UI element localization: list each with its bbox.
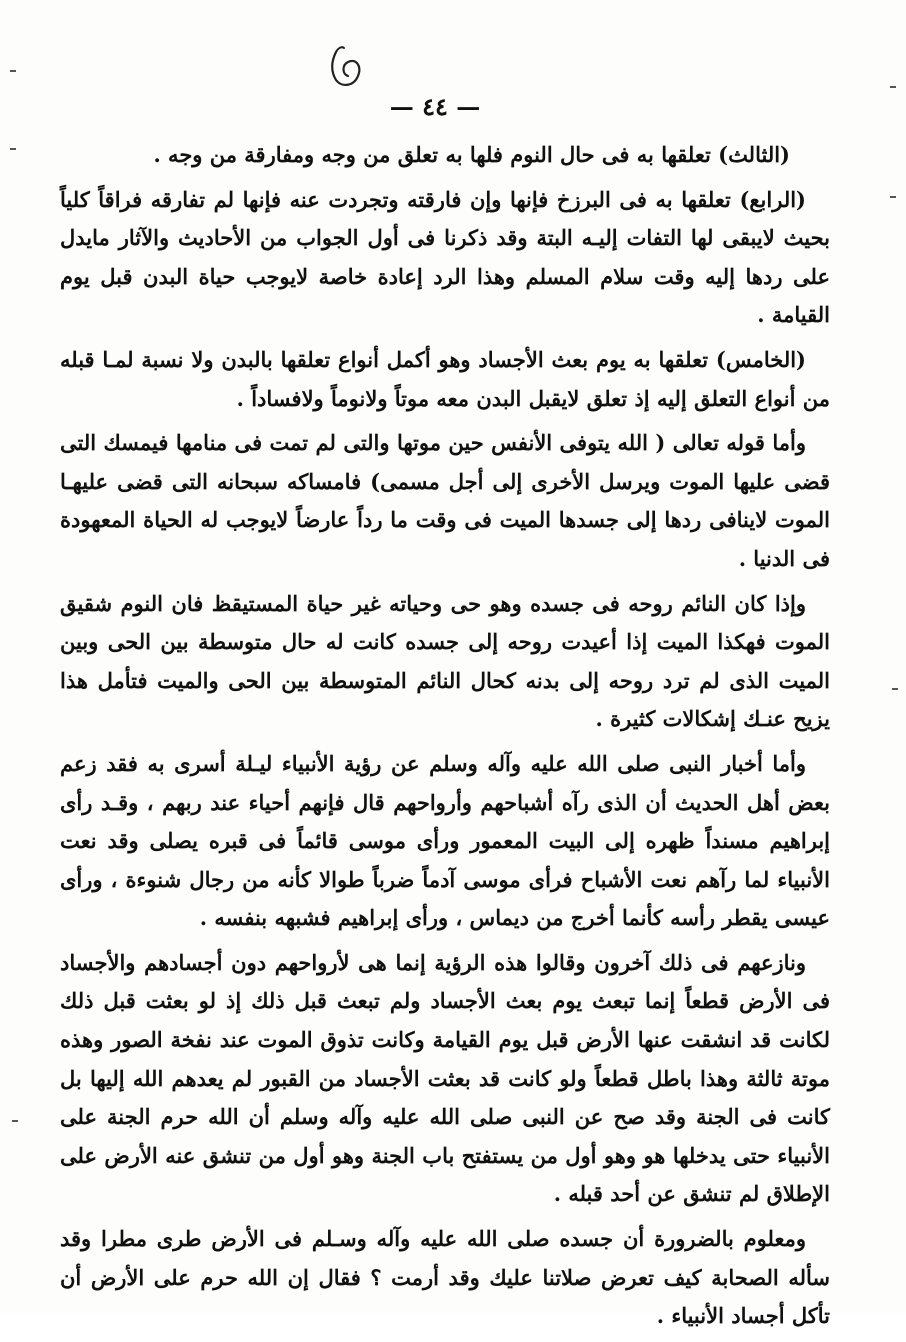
- paragraph-disagreement: ونازعهم فى ذلك آخرون وقالوا هذه الرؤية إنما هى لأرواحهم دون أجسادهم والأجساد فى الأرض قطعاً إنما تبعث يوم بعث الأجساد ولم تبعث قبل ذلك إذ لو بعثت قبل ذلك لكانت قد انشقت عنها الأرض قبل يوم القيامة وكانت تذوق الموت عند نفخة الصور وهذه موتة ثالثة وهذا باطل قطعاً ولو كانت قد بعثت الأجساد من القبور لم يعدهم الله إليها بل كانت فى الجنة وقد صح عن النبى صلى الله عليه وآله وسلم أن الله حرم الجنة على الأنبياء حتى يدخلها هو وهو أول من يستفتح باب الجنة وهو أول من تنشق عنه الأرض على الإطلاق لم تنشق عن أحد قبله .: [60, 949, 830, 1207]
- paragraph-third: (الثالث) تعلقها به فى حال النوم فلها به تعلق من وجه ومفارقة من وجه .: [153, 142, 790, 167]
- paragraph-quran-verse: وأما قوله تعالى ( الله يتوفى الأنفس حين موتها والتى لم تمت فى منامها فيمسك التى قضى عليها الموت ويرسل الأخرى إلى أجل مسمى) فامساكه سبحانه التى قضى عليهـا الموت لاينافى ردها إلى جسدها الميت فى وقت ما رداً عارضاً لايوجب له الحياة المعهودة فى الدنيا .: [60, 430, 830, 571]
- scan-edge-mark: [10, 70, 16, 72]
- scan-edge-mark: [890, 196, 896, 198]
- scan-edge-mark: [892, 688, 898, 690]
- paragraph-fourth: (الرابع) تعلقها به فى البرزخ فإنها وإن فارقته وتجردت عنه فإنها لم تفارقه فراقاً كلياً بحيث لايبقى لها التفات إليـه البتة وقد ذكرنا فى أول الجواب من الأحاديث والآثار مايدل على ردها إليه وقت سلام المسلم وهذا الرد إعادة خاصة لايوجب حياة البدن قبل يوم القيامة .: [60, 186, 830, 328]
- paragraph-body-preserved: ومعلوم بالضرورة أن جسده صلى الله عليه وآله وسـلم فى الأرض طرى مطرا وقد سأله الصحابة كيف تعرض صلاتنا عليك وقد أرمت ؟ فقال إن الله حرم على الأرض أن تأكل أجساد الأنبياء .: [60, 1226, 830, 1329]
- scan-edge-mark: [10, 148, 16, 150]
- scan-edge-mark: [12, 1120, 18, 1122]
- paragraph-prophets-vision: وأما أخبار النبى صلى الله عليه وآله وسلم عن رؤية الأنبياء ليـلة أسرى به فقد زعم بعض أهل الحديث أن الذى رآه أشباحهم وأرواحهم قال فإنهم أحياء عند ربهم ، وقـد رأى إبراهيم مسنداً ظهره إلى البيت المعمور ورأى موسى قائماً فى قبره يصلى وقد نعت الأنبياء لما رآهم نعت الأشباح فرأى موسى آدماً ضرباً طوالا كأنه من رجال شنوءة ، ورأى عيسى يقطر رأسه كأنما أخرج من ديماس ، ورأى إبراهيم فشبهه بنفسه .: [60, 750, 830, 931]
- paragraph-fifth: (الخامس) تعلقها به يوم بعث الأجساد وهو أكمل أنواع تعلقها بالبدن ولا نسبة لمـا قبله من أنواع التعلق إليه إذ تعلق لايقبل البدن معه موتاً ولانوماً ولافساداً .: [60, 346, 830, 411]
- paragraph-sleeper: وإذا كان النائم روحه فى جسده وهو حى وحياته غير حياة المستيقظ فان النوم شقيق الموت فهكذا الميت إذا أعيدت روحه إلى جسده كانت له حال متوسطة بين الحى وبين الميت الذى لم ترد روحه إلى بدنه كحال النائم المتوسطة بين الحى والميت فتأمل هذا يزيح عنـك إشكالات كثيرة .: [60, 590, 830, 732]
- handwritten-mark-icon: [322, 44, 370, 96]
- scan-edge-mark: [890, 86, 896, 88]
- page-number: — ٤٤ —: [389, 92, 481, 121]
- text-body: [60, 136, 830, 1342]
